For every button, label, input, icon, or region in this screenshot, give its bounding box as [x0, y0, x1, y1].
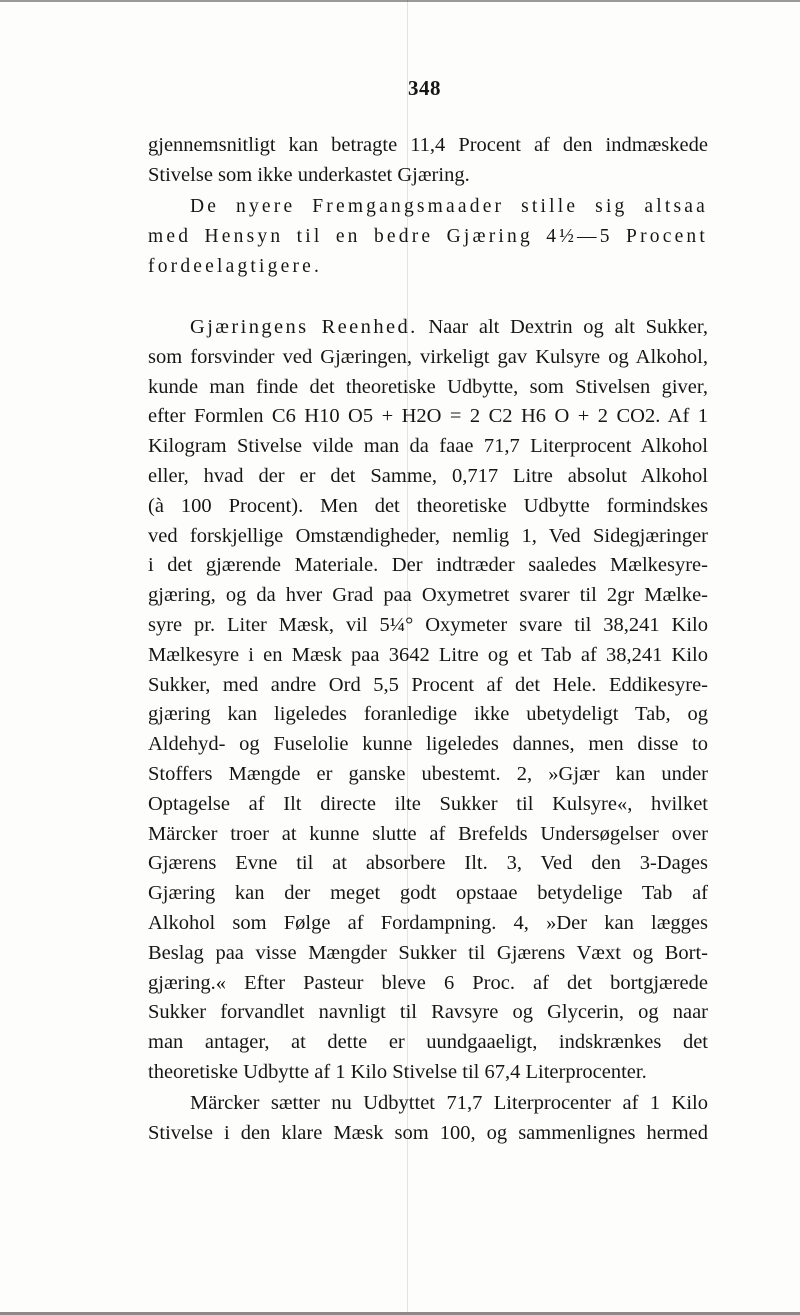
text-line: efter Formlen C6 H10 O5 + H2O = 2 C2 H6 O + 2 CO2. Af 1 — [148, 405, 708, 428]
text-line: Sukker, med andre Ord 5,5 Procent af det Hele. Eddikesyre- — [148, 673, 708, 696]
text-line: Sukker forvandlet navnligt til Ravsyre og Glycerin, og naar — [148, 1001, 708, 1024]
text-line: gjæring kan ligeledes foranledige ikke ubetydeligt Tab, og — [148, 703, 708, 726]
text-line: gjæring, og da hver Grad paa Oxymetret svarer til 2gr Mælke- — [148, 584, 708, 607]
page-top-edge — [0, 0, 800, 2]
section-first-line — [148, 313, 708, 343]
text-line: Mælkesyre i en Mæsk paa 3642 Litre og et Tab af 38,241 Kilo — [148, 643, 708, 666]
text-line: Märcker troer at kunne slutte af Brefelds Undersøgelser over — [148, 822, 708, 845]
text-line: Naar alt Dextrin og alt Sukker, — [428, 316, 709, 338]
text-line: gjæring.« Efter Pasteur bleve 6 Proc. af det bortgjærede — [148, 971, 708, 994]
text-line: syre pr. Liter Mæsk, vil 5¼° Oxymeter svare til 38,241 Kilo — [148, 613, 708, 636]
text-line: Märcker sætter nu Udbyttet 71,7 Literprocenter af 1 Kilo — [190, 1092, 708, 1114]
text-line: fordeelagtigere. — [148, 255, 323, 277]
text-line: Optagelse af Ilt directe ilte Sukker til Kulsyre«, hvilket — [148, 792, 708, 815]
section-heading: Gjæringens Reenhed. — [190, 316, 418, 338]
text-line: (à 100 Procent). Men det theoretiske Udbytte formindskes — [148, 494, 708, 517]
page-number: 348 — [408, 76, 441, 100]
text-line: kunde man finde det theoretiske Udbytte, som Stivelsen giver, — [148, 375, 708, 398]
text-line: Gjæring kan der meget godt opstaae betydelige Tab af — [148, 882, 708, 905]
text-line: gjennemsnitligt kan betragte 11,4 Procent af den indmæskede — [148, 134, 708, 156]
text-line: Aldehyd- og Fuselolie kunne ligeledes dannes, men disse to — [148, 733, 708, 756]
text-line: man antager, at dette er uundgaaeligt, indskrænkes det — [148, 1031, 708, 1054]
text-line: De nyere Fremgangsmaader stille sig altsaa — [190, 196, 708, 217]
text-line: eller, hvad der er det Samme, 0,717 Litre absolut Alkohol — [148, 464, 708, 487]
paragraph-1 — [148, 131, 708, 191]
text-line: theoretiske Udbytte af 1 Kilo Stivelse til 67,4 Literprocenter. — [148, 1060, 647, 1083]
text-line: som forsvinder ved Gjæringen, virkeligt gav Kulsyre og Alkohol, — [148, 345, 708, 368]
text-line: Gjærens Evne til at absorbere Ilt. 3, Ved den 3-Dages — [148, 852, 708, 875]
text-line: Alkohol som Følge af Fordampning. 4, »Der kan lægges — [148, 911, 708, 934]
text-line: ved forskjellige Omstændigheder, nemlig 1, Ved Sidegjæringer — [148, 524, 708, 547]
text-line: Stivelse i den klare Mæsk som 100, og sammenlignes hermed — [148, 1121, 708, 1144]
paragraph-4 — [148, 1089, 708, 1149]
text-line: i det gjærende Materiale. Der indtræder saaledes Mælkesyre- — [148, 554, 708, 577]
text-line: Stoffers Mængde er ganske ubestemt. 2, »Gjær kan under — [148, 762, 708, 785]
paragraph-2 — [148, 192, 708, 281]
text-line: Kilogram Stivelse vilde man da faae 71,7 Literprocent Alkohol — [148, 435, 708, 458]
text-line: Stivelse som ikke underkastet Gjæring. — [148, 163, 470, 186]
text-line: Beslag paa visse Mængder Sukker til Gjærens Væxt og Bort- — [148, 941, 708, 964]
text-line: med Hensyn til en bedre Gjæring 4½—5 Procent — [148, 225, 708, 247]
paragraph-3 — [148, 313, 708, 1088]
